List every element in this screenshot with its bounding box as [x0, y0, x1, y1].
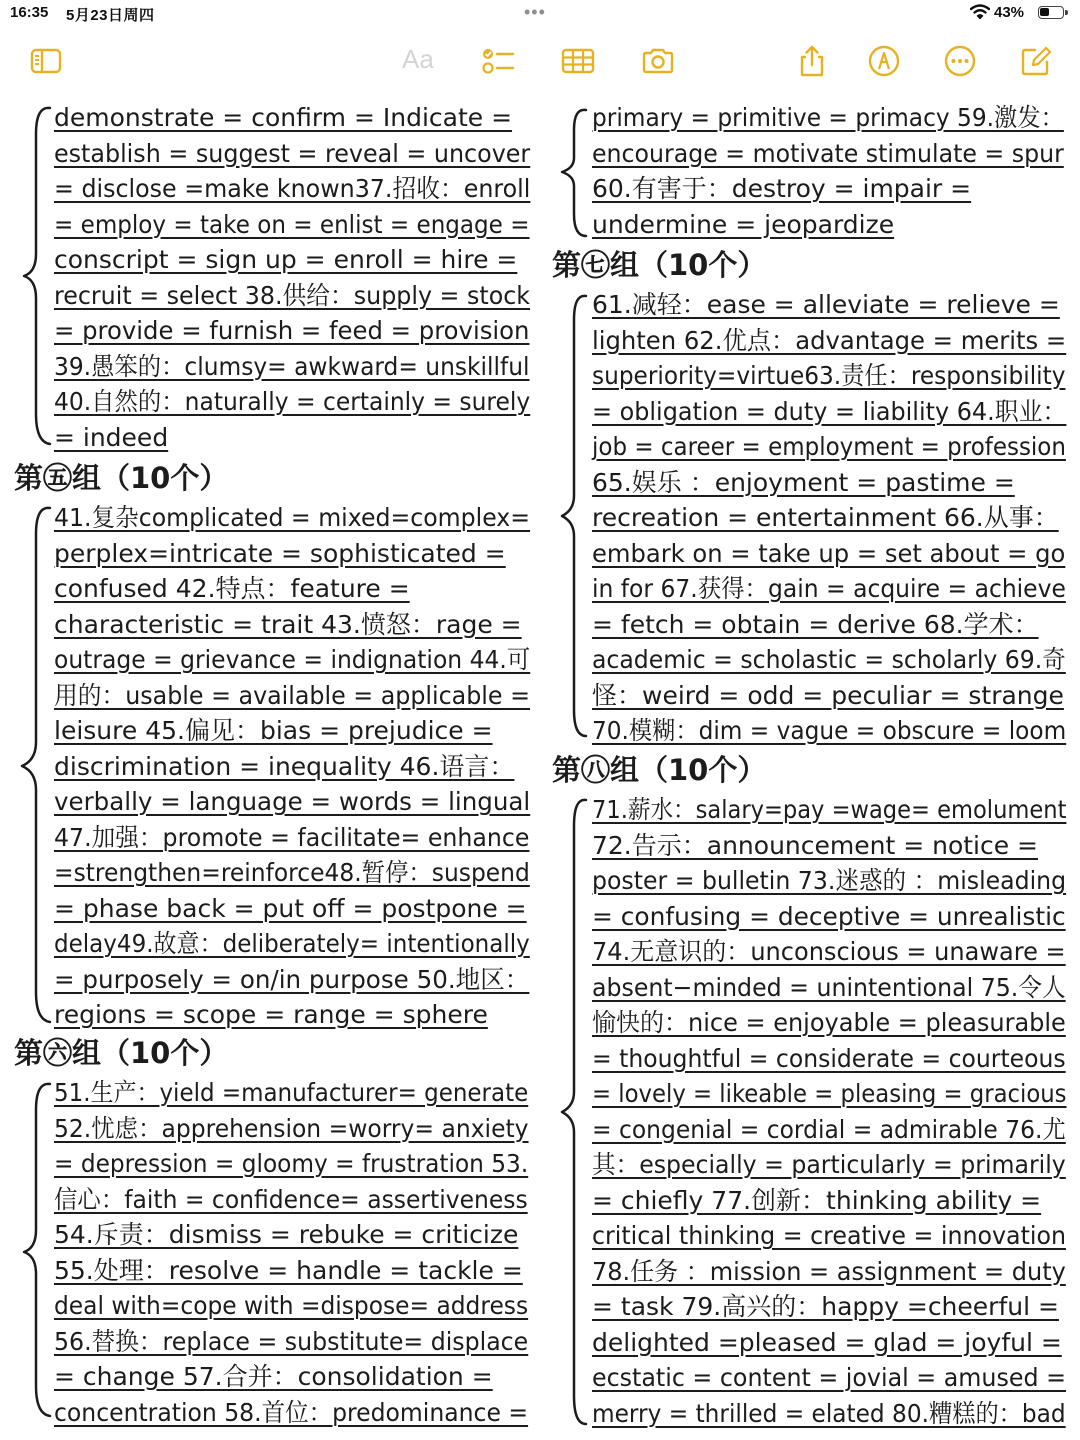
note-line[interactable]: = confusing = deceptive = unrealistic	[592, 901, 1066, 931]
group-7-heading: 第㊆组（10个）	[552, 248, 767, 282]
note-line[interactable]: job = career = employment = profession	[592, 432, 1066, 461]
wifi-icon	[970, 4, 990, 20]
note-line[interactable]: = lovely = likeable = pleasing = gracious	[592, 1079, 1067, 1108]
note-line[interactable]: outrage = grievance = indignation 44.可	[54, 645, 531, 674]
sidebar-icon[interactable]	[28, 44, 64, 78]
battery-percent: 43%	[994, 4, 1025, 21]
group-6-heading: 第㊅组（10个）	[14, 1036, 229, 1070]
note-line[interactable]: = fetch = obtain = derive 68.学术：	[592, 609, 1039, 639]
note-line[interactable]: encourage = motivate stimulate = spur	[592, 138, 1064, 168]
note-line[interactable]: 52.忧虑：apprehension =worry= anxiety	[54, 1113, 529, 1143]
note-line[interactable]: undermine = jeopardize	[592, 209, 895, 239]
note-line[interactable]: = employ = take on = enlist = engage =	[54, 209, 530, 239]
multitasking-dots-icon[interactable]: •••	[524, 2, 546, 22]
camera-icon[interactable]	[640, 44, 676, 78]
note-line[interactable]: = chiefly 77.创新：thinking ability =	[592, 1185, 1042, 1215]
note-line[interactable]: ecstatic = content = jovial = amused =	[592, 1363, 1067, 1392]
note-line[interactable]: 其：especially = particularly = primarily	[592, 1150, 1066, 1179]
note-line[interactable]: merry = thrilled = elated 80.糟糕的：bad	[592, 1398, 1066, 1428]
note-line[interactable]: recruit = select 38.供给：supply = stock	[54, 280, 531, 310]
status-date: 5月23日周四	[66, 7, 155, 24]
note-line[interactable]: academic = scholastic = scholarly 69.奇	[592, 645, 1066, 674]
note-line[interactable]: 72.告示：announcement = notice =	[592, 830, 1039, 860]
note-line[interactable]: 55.处理：resolve = handle = tackle =	[54, 1255, 523, 1285]
markup-pen-icon[interactable]	[866, 44, 902, 78]
note-line[interactable]: discrimination = inequality 46.语言：	[54, 751, 515, 781]
note-line[interactable]: = thoughtful = considerate = courteous	[592, 1043, 1066, 1073]
note-line[interactable]: lighten 62.优点：advantage = merits =	[592, 325, 1067, 355]
note-line[interactable]: regions = scope = range = sphere	[54, 1000, 488, 1029]
note-line[interactable]: 40.自然的：naturally = certainly = surely	[54, 387, 531, 416]
note-line[interactable]: 39.愚笨的：clumsy= awkward= unskillful	[54, 351, 530, 381]
note-line[interactable]: 71.薪水：salary=pay =wage= emolument	[592, 795, 1067, 824]
note-line[interactable]: 47.加强：promote = facilitate= enhance	[54, 822, 530, 852]
note-line[interactable]: = purposely = on/in purpose 50.地区：	[54, 964, 530, 994]
note-line[interactable]: verbally = language = words = lingual	[54, 787, 531, 816]
note-line[interactable]: perplex=intricate = sophisticated =	[54, 538, 506, 568]
note-line[interactable]: 51.生产：yield =manufacturer= generate	[54, 1078, 529, 1107]
right-brace-1-icon	[556, 106, 592, 240]
note-line[interactable]: recreation = entertainment 66.从事：	[592, 503, 1059, 532]
note-line[interactable]: = change 57.合并：consolidation =	[54, 1362, 493, 1391]
note-line[interactable]: =strengthen=reinforce48.暂停：suspend	[54, 858, 530, 887]
note-line[interactable]: in for 67.获得：gain = acquire = achieve	[592, 574, 1066, 603]
note-line[interactable]: = task 79.高兴的：happy =cheerful =	[592, 1292, 1059, 1321]
compose-icon[interactable]	[1018, 44, 1054, 78]
note-line[interactable]: = congenial = cordial = admirable 76.尤	[592, 1114, 1066, 1144]
right-brace-3-icon	[556, 796, 592, 1428]
note-line[interactable]: 用的：usable = available = applicable =	[54, 680, 530, 710]
note-line[interactable]: 78.任务 ：mission = assignment = duty	[592, 1256, 1066, 1286]
note-line[interactable]: conscript = sign up = enroll = hire =	[54, 245, 518, 274]
note-line[interactable]: 74.无意识的：unconscious = unaware =	[592, 937, 1066, 966]
note-line[interactable]: absent−minded = unintentional 75.令人	[592, 972, 1066, 1002]
share-icon[interactable]	[794, 44, 830, 78]
note-line[interactable]: 65.娱乐 ：enjoyment = pastime =	[592, 467, 1015, 497]
note-line[interactable]: primary = primitive = primacy 59.激发：	[592, 103, 1064, 132]
note-line[interactable]: 信心：faith = confidence= assertiveness	[54, 1184, 528, 1214]
note-line[interactable]: confused 42.特点：feature =	[54, 574, 410, 603]
left-brace-1-icon	[14, 104, 54, 448]
note-line[interactable]: leisure 45.偏见：bias = prejudice =	[54, 716, 493, 745]
battery-icon	[1038, 6, 1064, 19]
notes-toolbar	[0, 36, 1080, 86]
note-line[interactable]: characteristic = trait 43.愤怒：rage =	[54, 609, 522, 639]
more-icon[interactable]	[942, 44, 978, 78]
note-line[interactable]: 70.模糊：dim = vague = obscure = loom	[592, 716, 1067, 745]
note-line[interactable]: embark on = take up = set about = go	[592, 538, 1066, 568]
note-line[interactable]: = obligation = duty = liability 64.职业：	[592, 396, 1067, 426]
note-line[interactable]: poster = bulletin 73.迷惑的 ：misleading	[592, 866, 1067, 895]
note-line[interactable]: 54.斥责：dismiss = rebuke = criticize	[54, 1220, 519, 1249]
note-line[interactable]: 61.减轻：ease = alleviate = relieve =	[592, 290, 1060, 319]
note-line[interactable]: = indeed	[54, 422, 169, 452]
note-line[interactable]: delighted =pleased = glad = joyful =	[592, 1327, 1062, 1357]
note-line[interactable]: critical thinking = creative = innovation	[592, 1221, 1066, 1250]
note-line[interactable]: delay49.故意：deliberately= intentionally	[54, 929, 530, 958]
note-line[interactable]: 怪：weird = odd = peculiar = strange	[592, 680, 1064, 710]
table-icon[interactable]	[560, 44, 596, 78]
note-line[interactable]: superiority=virtue63.责任：responsibility	[592, 361, 1066, 390]
note-line[interactable]: deal with=cope with =dispose= address	[54, 1291, 529, 1320]
note-line[interactable]: concentration 58.首位：predominance =	[54, 1397, 529, 1427]
format-text-icon[interactable]: Aa	[402, 44, 434, 74]
note-line[interactable]: demonstrate = confirm = Indicate =	[54, 103, 513, 132]
note-line[interactable]: 愉快的：nice = enjoyable = pleasurable	[592, 1008, 1066, 1037]
checklist-icon[interactable]	[480, 44, 516, 78]
note-line[interactable]: 41.复杂complicated = mixed=complex=	[54, 503, 531, 532]
left-brace-3-icon	[14, 1080, 54, 1420]
note-line[interactable]: establish = suggest = reveal = uncover	[54, 138, 531, 168]
note-line[interactable]: = depression = gloomy = frustration 53.	[54, 1149, 529, 1178]
group-5-heading: 第㊄组（10个）	[14, 461, 229, 495]
note-line[interactable]: = disclose =make known37.招收：enroll	[54, 174, 531, 203]
right-brace-2-icon	[556, 292, 592, 740]
note-line[interactable]: 56.替换：replace = substitute= displace	[54, 1326, 529, 1356]
status-time: 16:35	[10, 4, 49, 21]
note-line[interactable]: 60.有害于：destroy = impair =	[592, 174, 972, 203]
status-bar	[0, 0, 1080, 28]
note-line[interactable]: = provide = furnish = feed = provision	[54, 316, 530, 345]
group-8-heading: 第㊇组（10个）	[552, 753, 767, 787]
left-brace-2-icon	[14, 504, 54, 1024]
note-line[interactable]: = phase back = put off = postpone =	[54, 893, 527, 923]
